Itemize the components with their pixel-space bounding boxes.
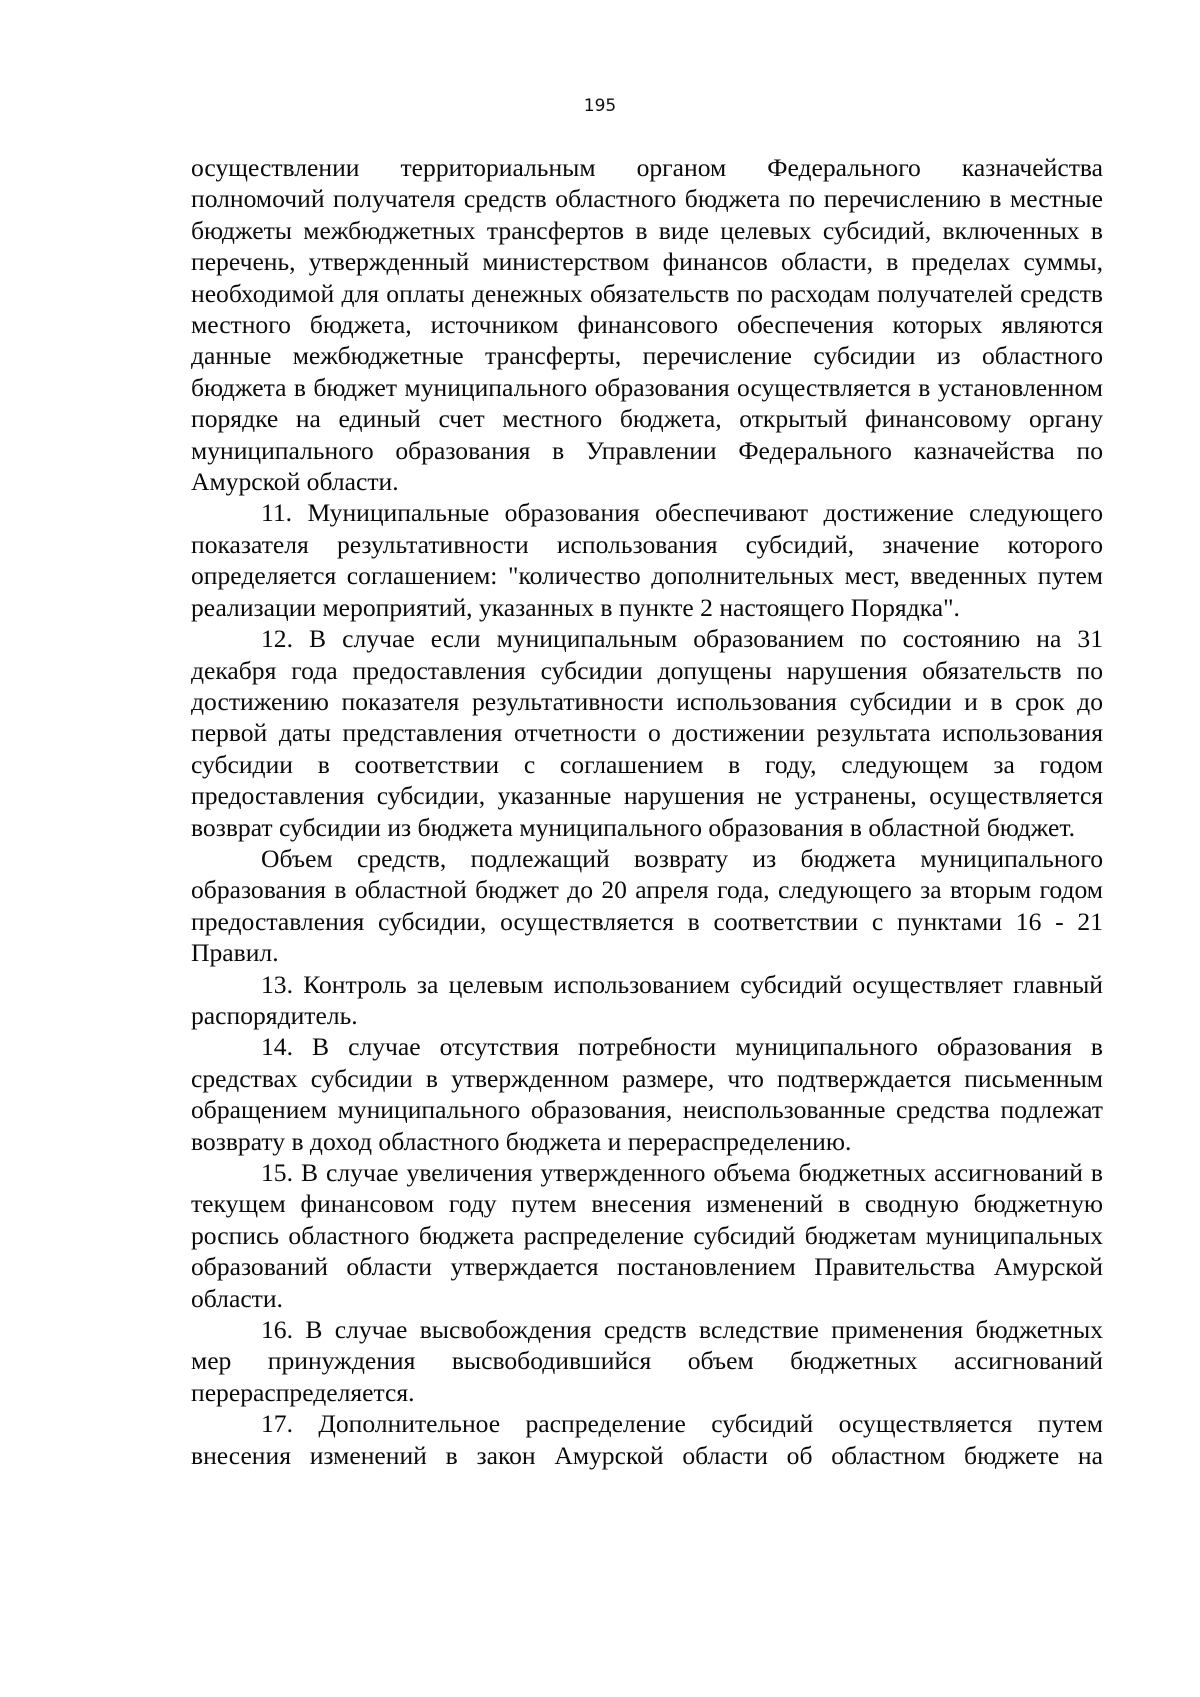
- paragraph-item-11: 11. Муниципальные образования обеспечивают достижение следующего показателя результативности использования субсидий, значение которого определяется соглашением: "количество дополнительных мест, введенных путем реализации мероприятий, указанных в пункте 2 настоящего Порядка".: [191, 498, 1103, 622]
- paragraph-item-12: 12. В случае если муниципальным образованием по состоянию на 31 декабря года предоставления субсидии допущены нарушения обязательств по достижению показателя результативности использования субсидии и в срок до первой даты представления отчетности о достижении результата использования субсидии в соответствии с соглашением в году, следующем за годом предоставления субсидии, указанные нарушения не устранены, осуществляется возврат субсидии из бюджета муниципального образования в областной бюджет.: [191, 624, 1103, 842]
- paragraph-item-12-volume: Объем средств, подлежащий возврату из бюджета муниципального образования в областной бюджет до 20 апреля года, следующего за вторым годом предоставления субсидии, осуществляется в соответствии с пунктами 16 - 21 Правил.: [191, 843, 1103, 968]
- paragraph-item-13: 13. Контроль за целевым использованием субсидий осуществляет главный распорядитель.: [191, 969, 1103, 1030]
- paragraph-item-14: 14. В случае отсутствия потребности муниципального образования в средствах субсидии в утвержденном размере, что подтверждается письменным обращением муниципального образования, неиспользованные средства подлежат возврату в доход областного бюджета и перераспределению.: [191, 1032, 1103, 1156]
- paragraph-continuation: осуществлении территориальным органом Федерального казначейства полномочий получателя средств областного бюджета по перечислению в местные бюджеты межбюджетных трансфертов в виде целевых субсидий, включенных в перечень, утвержденный министерством финансов области, в пределах суммы, необходимой для оплаты денежных обязательств по расходам получателей средств местного бюджета, источником финансового обеспечения которых являются данные межбюджетные трансферты, перечисление субсидии из областного бюджета в бюджет муниципального образования осуществляется в установленном порядке на единый счет местного бюджета, открытый финансовому органу муниципального образования в Управлении Федерального казначейства по Амурской области.: [191, 153, 1103, 497]
- document-body: [191, 152, 1103, 1471]
- paragraph-item-16: 16. В случае высвобождения средств вследствие применения бюджетных мер принуждения высвободившийся объем бюджетных ассигнований перераспределяется.: [191, 1315, 1103, 1407]
- paragraph-item-17: 17. Дополнительное распределение субсидий осуществляется путем внесения изменений в закон Амурской области об областном бюджете на: [191, 1409, 1103, 1470]
- page-number: 195: [583, 96, 617, 116]
- paragraph-item-15: 15. В случае увеличения утвержденного объема бюджетных ассигнований в текущем финансовом году путем внесения изменений в сводную бюджетную роспись областного бюджета распределение субсидий бюджетам муниципальных образований области утверждается постановлением Правительства Амурской области.: [191, 1158, 1103, 1313]
